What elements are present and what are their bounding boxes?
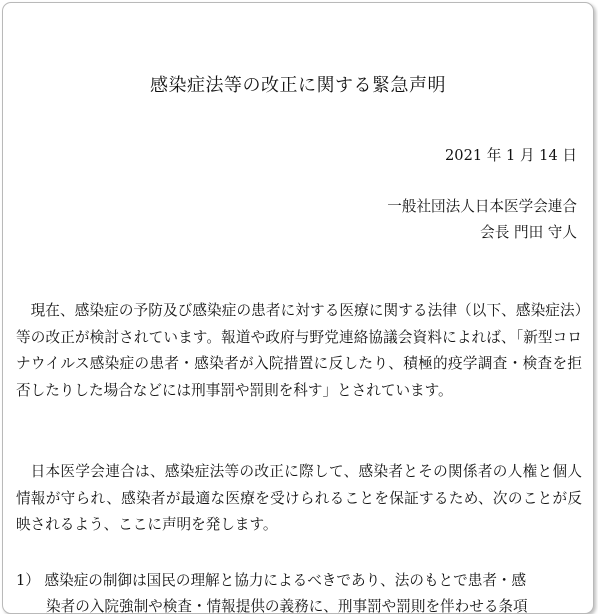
paragraph-1: 現在、感染症の予防及び感染症の患者に対する医療に関する法律（以下、感染症法）等の改正が検討されています。報道や政府与野党連絡協議会資料によれば、「新型コロナウイルス感染症の患者・感染者が入院措置に反したり、積極的疫学調査・検査を拒否したりした場合などには刑事罰や罰則を科す」とされています。 <box>16 302 582 399</box>
author-name: 会長 門田 守人 <box>480 224 577 241</box>
document-frame <box>2 2 594 614</box>
document-page <box>3 3 593 613</box>
document-date: 2021 年 1 月 14 日 <box>445 147 577 164</box>
list-item-1-continued: 染者の入院強制や検査・情報提供の義務に、刑事罰や罰則を伴わせる条項 <box>46 598 528 614</box>
paragraph-2: 日本医学会連合は、感染症法等の改正に際して、感染者とその関係者の人権と個人情報が守られ、感染者が最適な医療を受けられることを保証するため、次のことが反映されるよう、ここに声明を発します。 <box>16 463 582 533</box>
list-item-1: 1） 感染症の制御は国民の理解と協力によるべきであり、法のもとで患者・感 <box>16 572 527 589</box>
organization-name: 一般社団法人日本医学会連合 <box>387 198 577 215</box>
document-title: 感染症法等の改正に関する緊急声明 <box>150 75 446 96</box>
